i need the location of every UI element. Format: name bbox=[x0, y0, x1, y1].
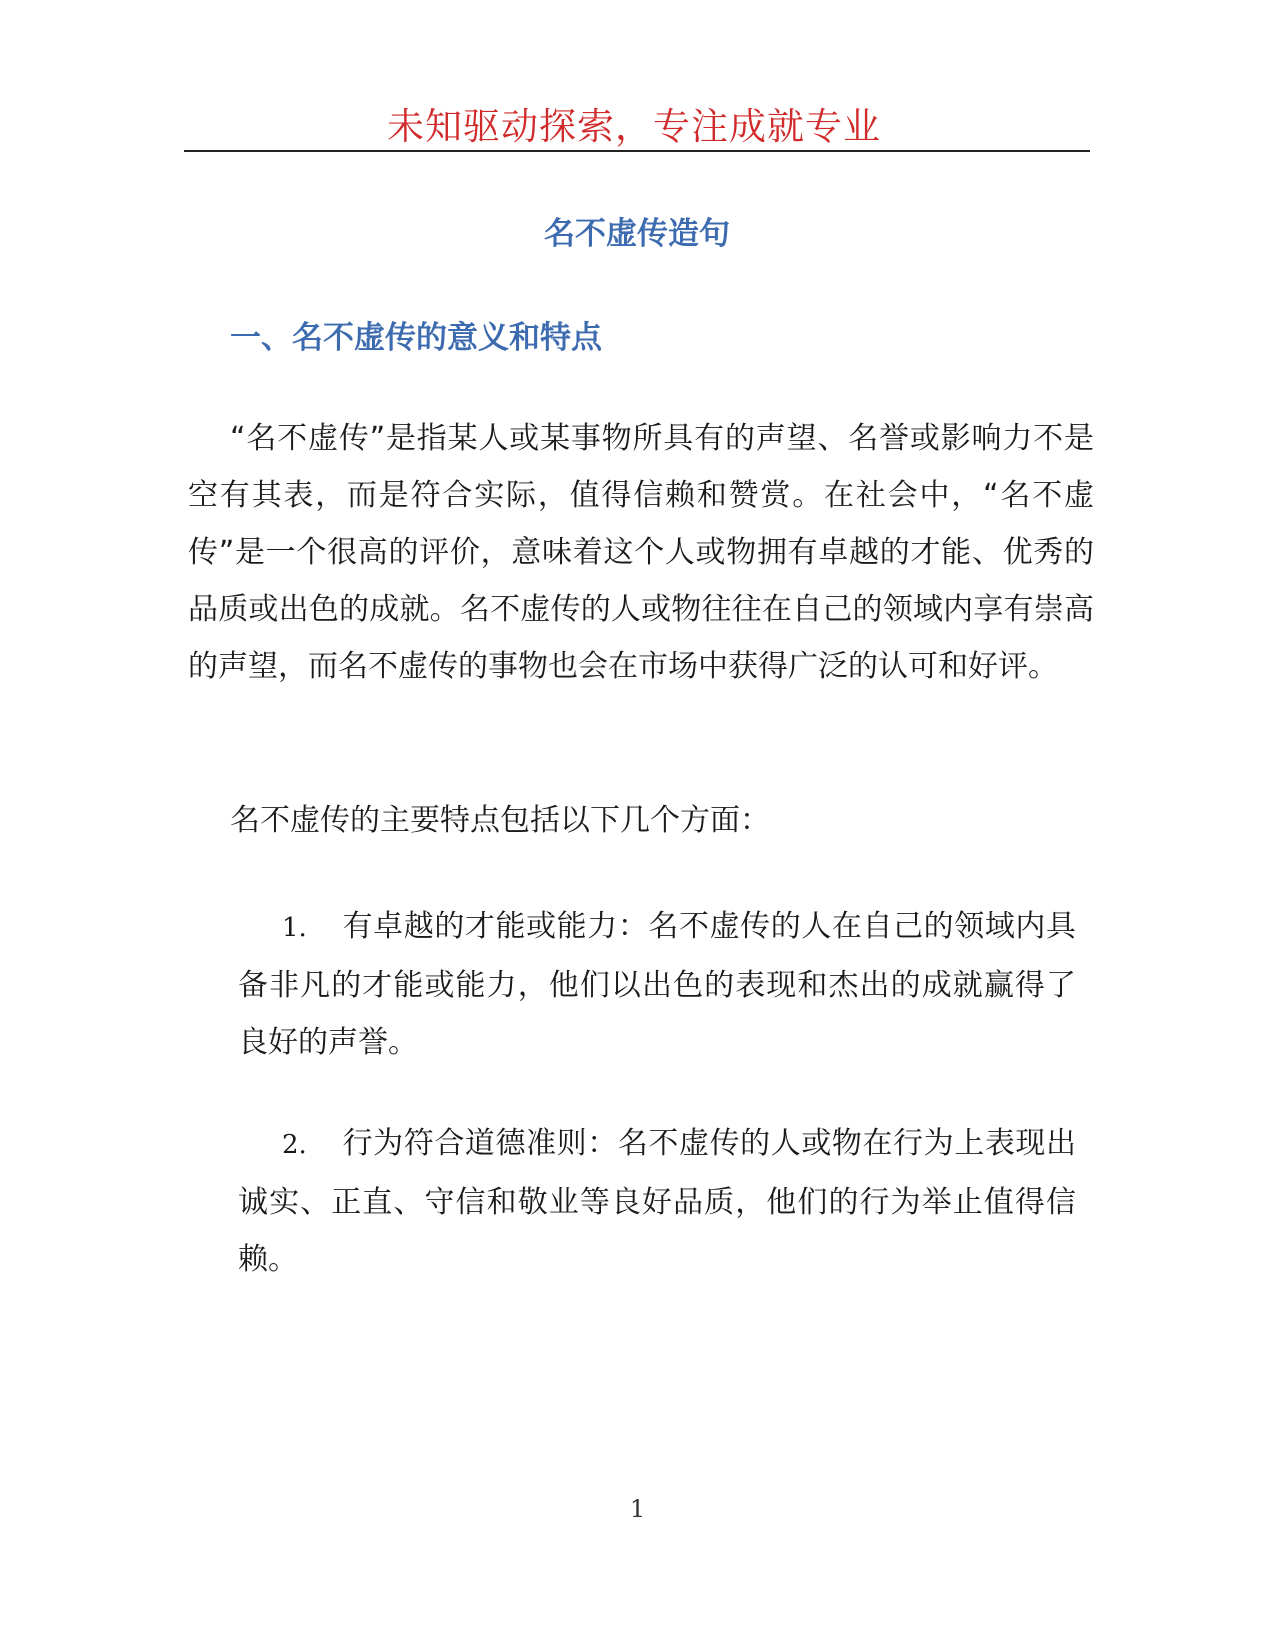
list-item bbox=[238, 1115, 1076, 1288]
list-item-number: 1. bbox=[282, 913, 307, 943]
list-item-text: 有卓越的才能或能力：名不虚传的人在自己的领域内具备非凡的才能或能力，他们以出色的表现和杰出的成就赢得了良好的声誉。 bbox=[238, 909, 1076, 1060]
header-divider bbox=[184, 150, 1090, 152]
page-number: 1 bbox=[629, 1495, 646, 1523]
list-intro: 名不虚传的主要特点包括以下几个方面： bbox=[230, 803, 770, 838]
header-slogan: 未知驱动探索，专注成就专业 bbox=[387, 105, 881, 148]
section-heading: 一、名不虚传的意义和特点 bbox=[230, 320, 602, 356]
list-item-number: 2. bbox=[282, 1130, 307, 1160]
document-title: 名不虚传造句 bbox=[544, 216, 730, 252]
list-item-text: 行为符合道德准则：名不虚传的人或物在行为上表现出诚实、正直、守信和敬业等良好品质，他们的行为举止值得信赖。 bbox=[238, 1126, 1076, 1277]
body-paragraph: “名不虚传”是指某人或某事物所具有的声望、名誉或影响力不是空有其表，而是符合实际，值得信赖和赞赏。在社会中，“名不虚传”是一个很高的评价，意味着这个人或物拥有卓越的才能、优秀的品质或出色的成就。名不虚传的人或物往往在自己的领域内享有崇高的声望，而名不虚传的事物也会在市场中获得广泛的认可和好评。 bbox=[188, 421, 1094, 684]
list-item bbox=[238, 898, 1076, 1071]
